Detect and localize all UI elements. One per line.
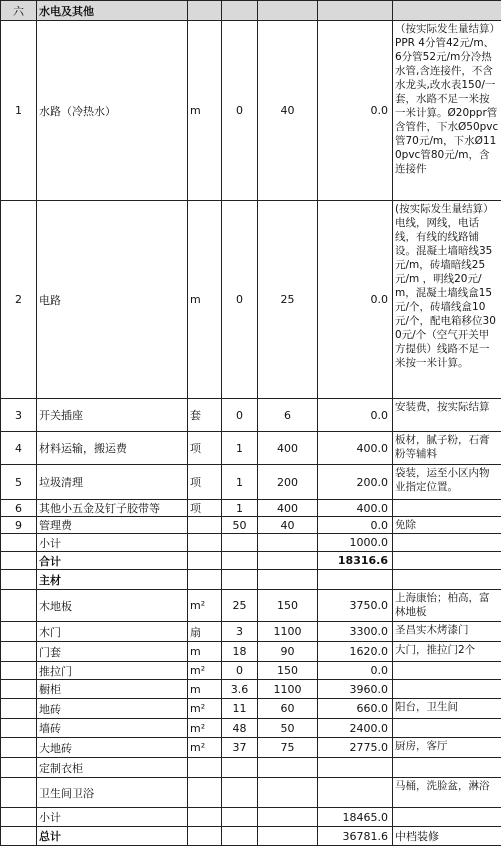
empty [188, 552, 222, 570]
item-unit-price: 6 [258, 399, 318, 432]
grand-total-amount: 36781.6 [318, 827, 393, 846]
item-unit [188, 517, 222, 534]
empty [393, 570, 501, 590]
material-unit-price: 150 [258, 662, 318, 680]
material-name: 木地板 [37, 590, 188, 622]
material-unit: m [188, 642, 222, 662]
material-quantity: 48 [222, 719, 258, 738]
item-unit-price: 40 [258, 21, 318, 201]
item-note: 板材，腻子粉，石膏粉等辅料 [393, 432, 501, 465]
empty [188, 808, 222, 827]
item-unit-price: 40 [258, 517, 318, 534]
empty [1, 808, 37, 827]
table-row [1, 642, 501, 662]
empty [258, 534, 318, 552]
item-quantity: 50 [222, 517, 258, 534]
material-amount: 660.0 [318, 699, 393, 719]
item-name: 水路（冷热水） [37, 21, 188, 201]
material-unit: 扇 [188, 622, 222, 642]
item-name: 开关插座 [37, 399, 188, 432]
material-quantity: 0 [222, 662, 258, 680]
empty [1, 534, 37, 552]
material-name: 橱柜 [37, 680, 188, 699]
table-row [1, 21, 501, 201]
empty [1, 642, 37, 662]
empty [258, 808, 318, 827]
material-unit: m² [188, 662, 222, 680]
material-unit-price: 75 [258, 738, 318, 758]
section-empty-qty [222, 1, 258, 21]
material-unit [188, 778, 222, 808]
empty [1, 778, 37, 808]
material-note: 圣昌实木烤漆门 [393, 622, 501, 642]
material-unit: m² [188, 738, 222, 758]
material-name: 门套 [37, 642, 188, 662]
material-name: 墙砖 [37, 719, 188, 738]
material-note: 厨房，客厅 [393, 738, 501, 758]
material-unit: m² [188, 590, 222, 622]
item-name: 其他小五金及钉子胶带等 [37, 500, 188, 517]
item-amount: 0.0 [318, 399, 393, 432]
table-row [1, 680, 501, 699]
material-note [393, 680, 501, 699]
section-empty-amount [318, 1, 393, 21]
material-unit-price: 50 [258, 719, 318, 738]
material-note [393, 662, 501, 680]
item-quantity: 0 [222, 21, 258, 201]
item-name: 管理费 [37, 517, 188, 534]
table-row [1, 758, 501, 778]
table-row [1, 590, 501, 622]
item-quantity: 1 [222, 465, 258, 500]
material-quantity: 18 [222, 642, 258, 662]
material-quantity: 3 [222, 622, 258, 642]
empty [1, 758, 37, 778]
material-quantity: 11 [222, 699, 258, 719]
item-unit: 项 [188, 432, 222, 465]
empty [1, 570, 37, 590]
table-row [1, 738, 501, 758]
item-note: （按实际发生量结算）PPR 4分管42元/m、6分管52元/m分冷热水管,含连接件，不含水龙头,改水表150/一套，水路不足一米按一米计算。Ø20ppr管含管件，下水Ø50pvc管70元/m，下水Ø110pvc管80元/m，含连接件 [393, 21, 501, 201]
item-amount: 0.0 [318, 21, 393, 201]
table-row [1, 719, 501, 738]
empty [222, 827, 258, 846]
material-note [393, 719, 501, 738]
empty [1, 827, 37, 846]
item-unit: 项 [188, 465, 222, 500]
item-quantity: 1 [222, 500, 258, 517]
material-amount: 2775.0 [318, 738, 393, 758]
item-amount: 200.0 [318, 465, 393, 500]
main-materials-title: 主材 [37, 570, 188, 590]
material-unit-price [258, 758, 318, 778]
empty [393, 534, 501, 552]
material-amount [318, 758, 393, 778]
material-unit-price: 60 [258, 699, 318, 719]
table-row [1, 622, 501, 642]
section-empty-unit [188, 1, 222, 21]
material-name: 地砖 [37, 699, 188, 719]
empty [1, 662, 37, 680]
material-quantity: 25 [222, 590, 258, 622]
material-unit: m [188, 680, 222, 699]
empty [393, 552, 501, 570]
material-unit: m² [188, 719, 222, 738]
item-quantity: 0 [222, 201, 258, 399]
table-row [1, 517, 501, 534]
section-title: 水电及其他 [37, 1, 188, 21]
empty [258, 827, 318, 846]
item-note: 袋装，运至小区内物业指定位置。 [393, 465, 501, 500]
material-name: 推拉门 [37, 662, 188, 680]
material-amount: 3300.0 [318, 622, 393, 642]
material-note [393, 758, 501, 778]
grand-total-label: 总计 [37, 827, 188, 846]
item-number: 5 [1, 465, 37, 500]
empty [393, 808, 501, 827]
item-note [393, 500, 501, 517]
material-unit-price: 1100 [258, 622, 318, 642]
material-unit-price: 90 [258, 642, 318, 662]
material-note: 上海康怡；柏高，富林地板 [393, 590, 501, 622]
subtotal-row [1, 534, 501, 552]
item-unit-price: 25 [258, 201, 318, 399]
material-unit-price: 150 [258, 590, 318, 622]
material-amount: 3750.0 [318, 590, 393, 622]
empty [1, 622, 37, 642]
item-unit: m [188, 201, 222, 399]
grand-total-row [1, 827, 501, 846]
main-materials-header-row [1, 570, 501, 590]
item-name: 垃圾清理 [37, 465, 188, 500]
item-note: 安装费，按实际结算 [393, 399, 501, 432]
table-row [1, 500, 501, 517]
material-quantity [222, 758, 258, 778]
empty [318, 570, 393, 590]
section-number: 六 [1, 1, 37, 21]
item-number: 3 [1, 399, 37, 432]
empty [188, 570, 222, 590]
item-number: 4 [1, 432, 37, 465]
section-empty-price [258, 1, 318, 21]
table-row [1, 699, 501, 719]
total-label: 合计 [37, 552, 188, 570]
material-name: 木门 [37, 622, 188, 642]
table-row [1, 465, 501, 500]
item-unit-price: 200 [258, 465, 318, 500]
item-number: 6 [1, 500, 37, 517]
item-quantity: 0 [222, 399, 258, 432]
subtotal-row [1, 808, 501, 827]
total-row [1, 552, 501, 570]
item-note: (按实际发生量结算）电线，网线，电话线，有线的线路铺设。混凝土墙暗线35元/m，砖墙暗线25元/m ，明线20元/m，混凝土墙线盒15元/个，砖墙线盒10元/个，配电箱移位300元/个（空气开关甲方提供）线路不足一米按一米计算。 [393, 201, 501, 399]
material-amount [318, 778, 393, 808]
table-row [1, 662, 501, 680]
table-row [1, 778, 501, 808]
item-name: 电路 [37, 201, 188, 399]
item-amount: 400.0 [318, 500, 393, 517]
grand-total-note: 中档装修 [393, 827, 501, 846]
item-quantity: 1 [222, 432, 258, 465]
empty [1, 719, 37, 738]
subtotal-amount: 18465.0 [318, 808, 393, 827]
empty [222, 808, 258, 827]
empty [1, 552, 37, 570]
table-row [1, 399, 501, 432]
material-amount: 2400.0 [318, 719, 393, 738]
item-number: 2 [1, 201, 37, 399]
empty [222, 570, 258, 590]
empty [1, 590, 37, 622]
material-quantity: 37 [222, 738, 258, 758]
table-row [1, 432, 501, 465]
material-note: 阳台，卫生间 [393, 699, 501, 719]
item-unit: 项 [188, 500, 222, 517]
item-unit-price: 400 [258, 500, 318, 517]
item-name: 材料运输，搬运费 [37, 432, 188, 465]
material-quantity: 3.6 [222, 680, 258, 699]
item-unit: m [188, 21, 222, 201]
empty [222, 552, 258, 570]
subtotal-label: 小计 [37, 534, 188, 552]
item-number: 1 [1, 21, 37, 201]
material-amount: 1620.0 [318, 642, 393, 662]
empty [1, 680, 37, 699]
item-note: 免除 [393, 517, 501, 534]
material-note: 大门，推拉门2个 [393, 642, 501, 662]
material-unit [188, 758, 222, 778]
subtotal-amount: 1000.0 [318, 534, 393, 552]
subtotal-label: 小计 [37, 808, 188, 827]
empty [1, 699, 37, 719]
item-amount: 400.0 [318, 432, 393, 465]
empty [258, 570, 318, 590]
item-amount: 0.0 [318, 517, 393, 534]
item-unit-price: 400 [258, 432, 318, 465]
material-unit-price [258, 778, 318, 808]
material-amount: 3960.0 [318, 680, 393, 699]
material-unit: m² [188, 699, 222, 719]
material-name: 卫生间卫浴 [37, 778, 188, 808]
item-unit: 套 [188, 399, 222, 432]
item-number: 9 [1, 517, 37, 534]
total-amount: 18316.6 [318, 552, 393, 570]
empty [258, 552, 318, 570]
section-header-row [1, 1, 501, 21]
material-quantity [222, 778, 258, 808]
empty [222, 534, 258, 552]
material-name: 定制衣柜 [37, 758, 188, 778]
empty [1, 738, 37, 758]
empty [188, 534, 222, 552]
section-empty-note [393, 1, 501, 21]
item-amount: 0.0 [318, 201, 393, 399]
table-row [1, 201, 501, 399]
material-note: 马桶，洗脸盆，淋浴 [393, 778, 501, 808]
material-name: 大地砖 [37, 738, 188, 758]
material-amount: 0.0 [318, 662, 393, 680]
empty [188, 827, 222, 846]
material-unit-price: 1100 [258, 680, 318, 699]
